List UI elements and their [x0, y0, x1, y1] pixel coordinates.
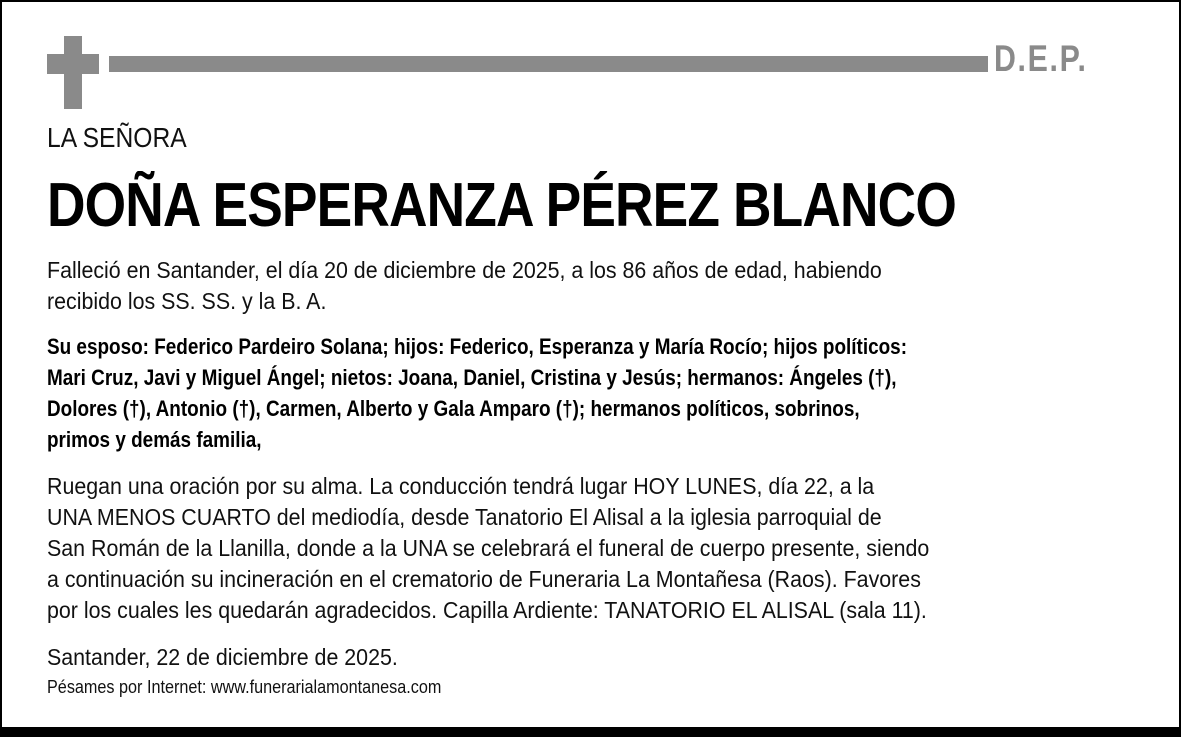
dep-label: D.E.P. — [994, 38, 1088, 79]
service-line: Ruegan una oración por su alma. La conducción tendrá lugar HOY LUNES, día 22, a la — [47, 473, 875, 499]
family-line: Mari Cruz, Javi y Miguel Ángel; nietos: Joana, Daniel, Cristina y Jesús; hermanos: Ángeles (†), — [47, 365, 897, 390]
cross-horizontal — [47, 54, 99, 74]
family-line: Su esposo: Federico Pardeiro Solana; hijos: Federico, Esperanza y María Rocío; hijos políticos: — [47, 334, 908, 359]
service-line: San Román de la Llanilla, donde a la UNA se celebrará el funeral de cuerpo presente, siendo — [47, 535, 930, 561]
service-line: a continuación su incineración en el crematorio de Funeraria La Montañesa (Raos). Favores — [47, 566, 921, 592]
family-line: Dolores (†), Antonio (†), Carmen, Alberto y Gala Amparo (†); hermanos políticos, sobrinos, — [47, 396, 860, 421]
intro-line: recibido los SS. SS. y la B. A. — [47, 288, 327, 314]
condolences-link[interactable]: Pésames por Internet: www.funerarialamontanesa.com — [47, 677, 442, 697]
service-line: por los cuales les quedarán agradecidos. Capilla Ardiente: TANATORIO EL ALISAL (sala 11). — [47, 597, 927, 623]
family-line: primos y demás familia, — [47, 427, 262, 452]
bottom-border — [0, 727, 1181, 737]
service-line: UNA MENOS CUARTO del mediodía, desde Tanatorio El Alisal a la iglesia parroquial de — [47, 504, 882, 530]
place-date: Santander, 22 de diciembre de 2025. — [47, 644, 398, 670]
header-rule — [109, 56, 988, 72]
prefix: LA SEÑORA — [47, 122, 187, 153]
intro-line: Falleció en Santander, el día 20 de diciembre de 2025, a los 86 años de edad, habiendo — [47, 257, 882, 283]
deceased-name: DOÑA ESPERANZA PÉREZ BLANCO — [47, 171, 956, 240]
